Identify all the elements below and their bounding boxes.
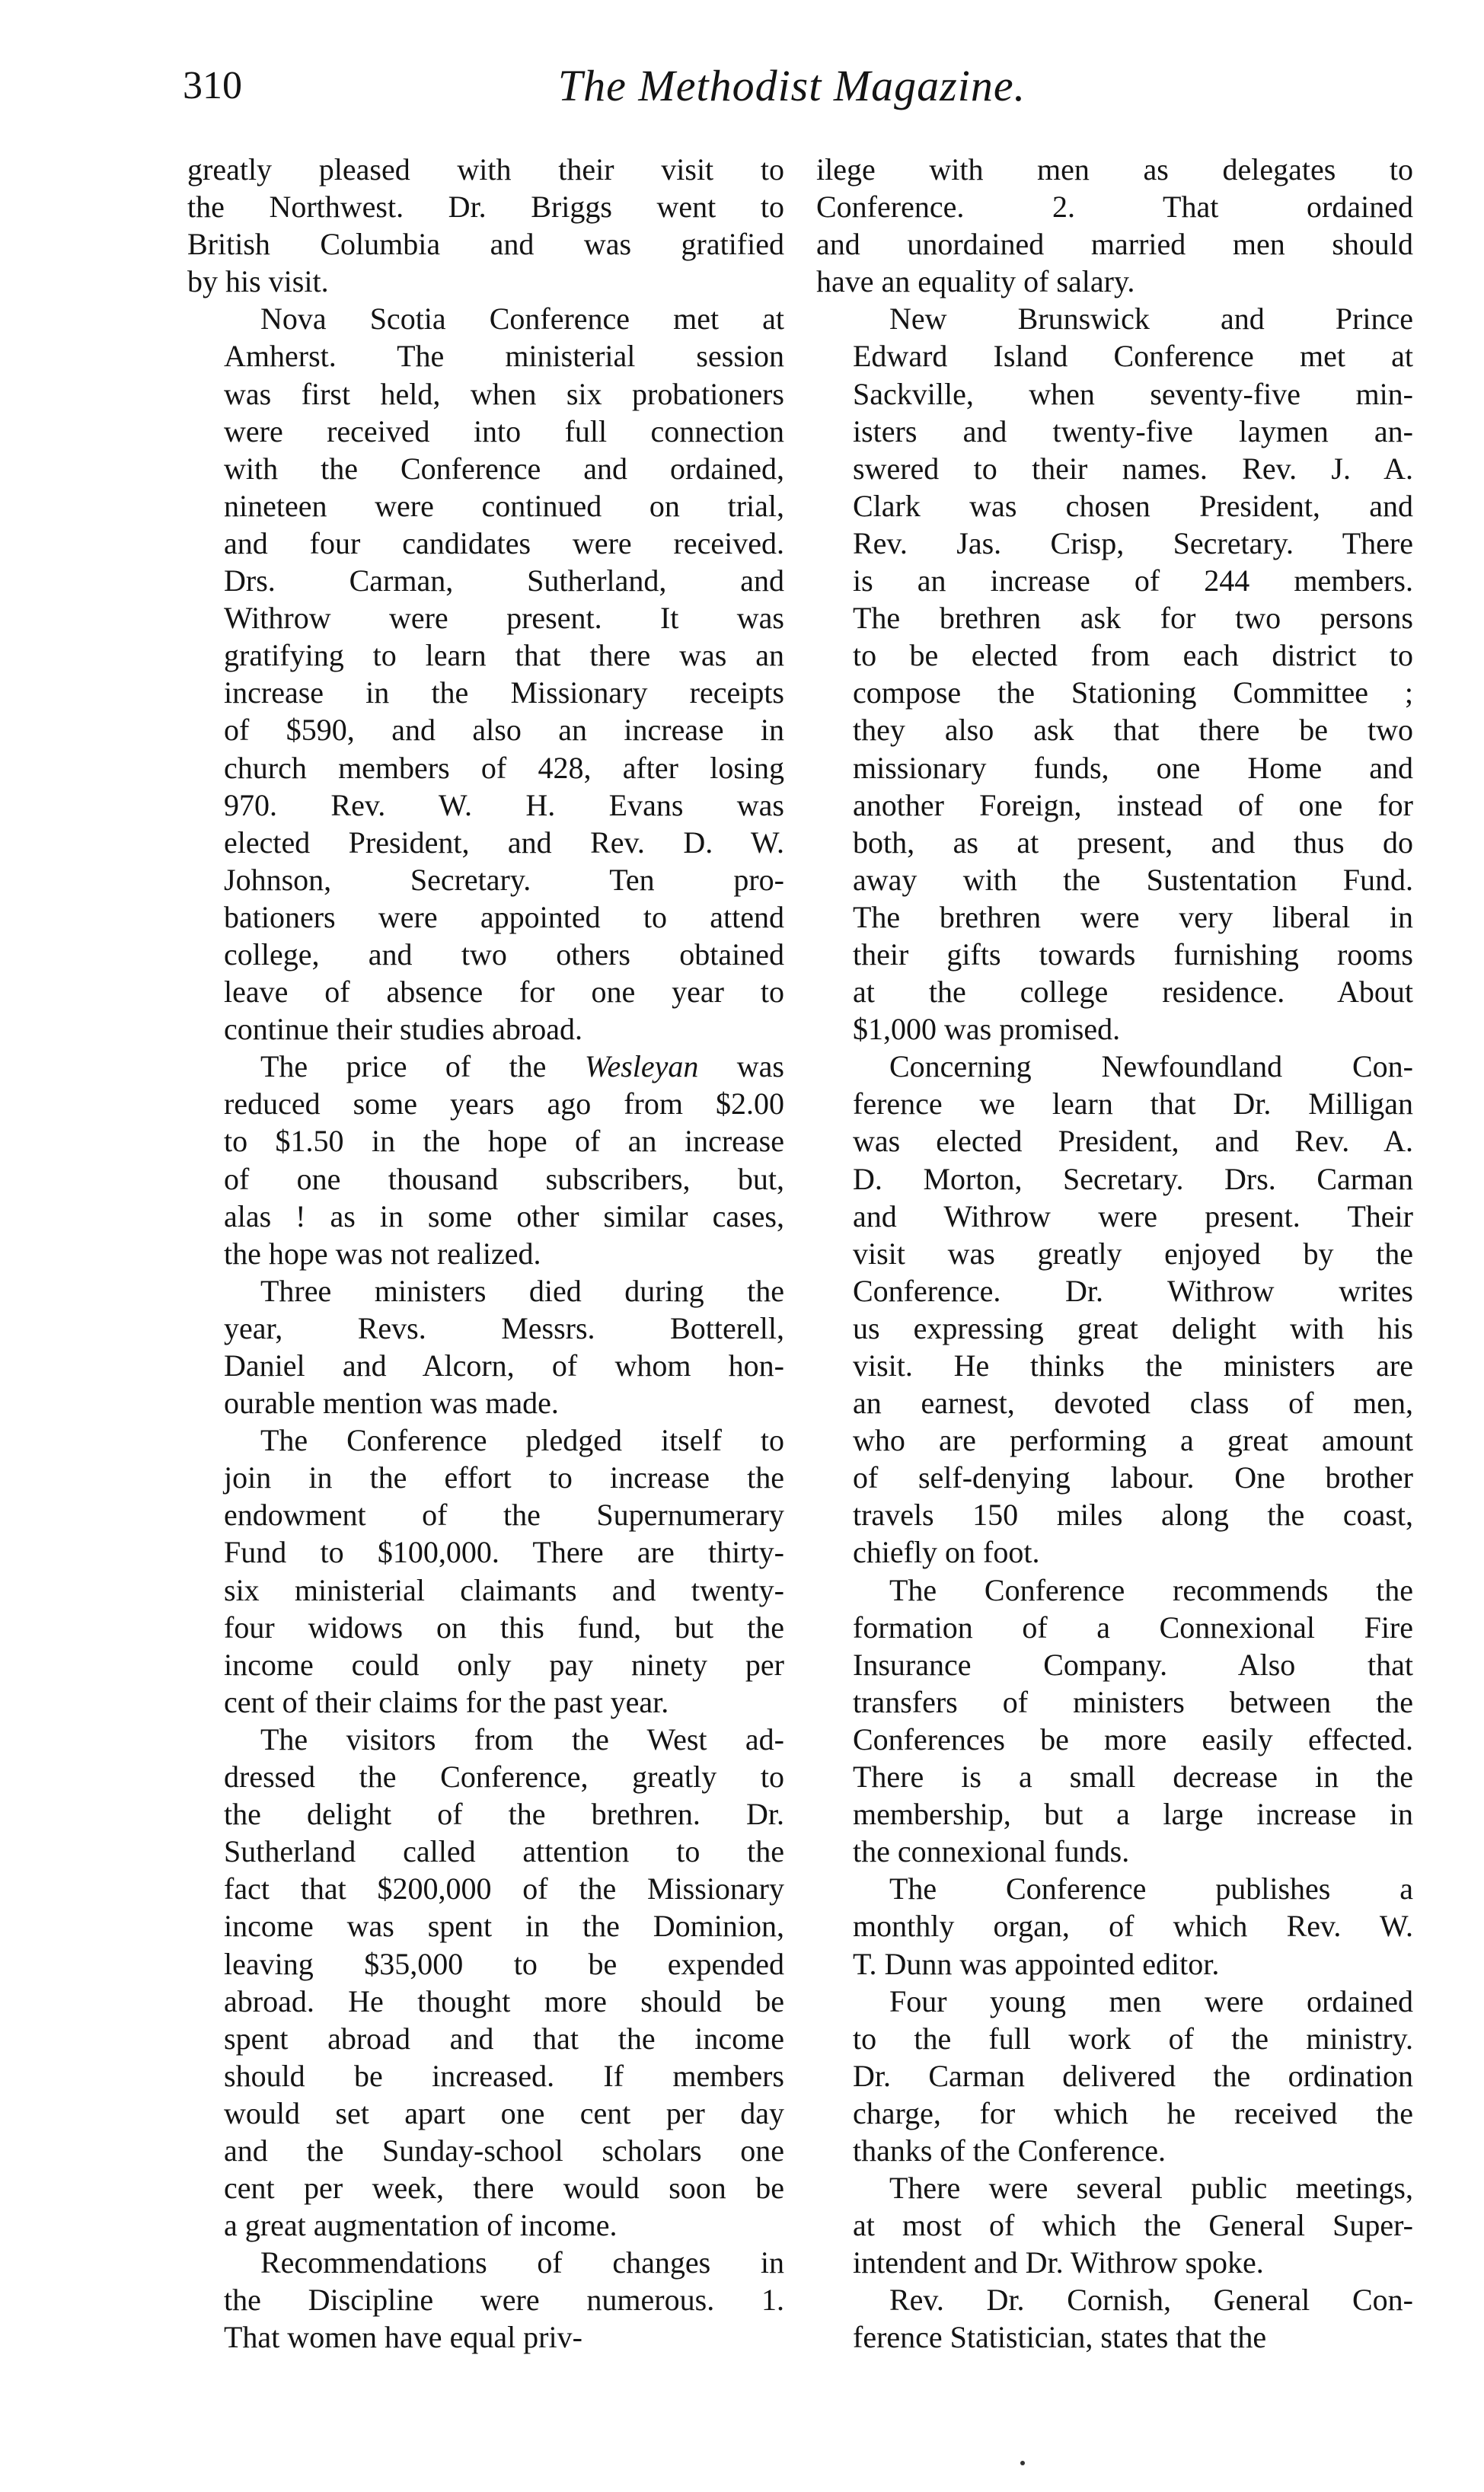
text-line: increase in the Missionary receipts [224, 675, 784, 710]
text-line: to the full work of the ministry. [853, 2021, 1413, 2056]
text-line: the connexional funds. [853, 1834, 1130, 1869]
text-line: of self-denying labour. One brother [853, 1460, 1413, 1495]
text-line: nineteen were continued on trial, [224, 488, 784, 523]
text-line: dressed the Conference, greatly to [224, 1760, 784, 1795]
text-line: was first held, when six probationers [224, 376, 784, 411]
text-line: us expressing great delight with his [853, 1310, 1413, 1345]
left-column [187, 151, 784, 2356]
text-line: Amherst. The ministerial session [224, 339, 784, 374]
text-line: T. Dunn was appointed editor. [853, 1946, 1220, 1981]
text-line: of $590, and also an increase in [224, 713, 784, 748]
text-line: $1,000 was promised. [853, 1012, 1121, 1047]
paragraph [816, 300, 1413, 1048]
text-line: There were several public meetings, [889, 2171, 1413, 2206]
text-line: spent abroad and that the income [224, 2021, 784, 2056]
text-line: Edward Island Conference met at [853, 339, 1413, 374]
text-line: were received into full connection [224, 413, 784, 448]
text-line: membership, but a large increase in [853, 1797, 1413, 1832]
paragraph [187, 1272, 784, 1421]
text-line: by his visit. [187, 264, 329, 299]
text-line: chiefly on foot. [853, 1535, 1040, 1570]
text-line: cent per week, there would soon be [224, 2171, 784, 2206]
text-line: Sutherland called attention to the [224, 1834, 784, 1869]
text-line: cent of their claims for the past year. [224, 1684, 669, 1719]
text-line: Recommendations of changes in [260, 2245, 784, 2280]
text-line: who are performing a great amount [853, 1423, 1413, 1458]
text-line: a great augmentation of income. [224, 2208, 618, 2243]
text-line: The visitors from the West ad- [260, 1721, 784, 1757]
text-line: they also ask that there be two [853, 713, 1413, 748]
text-line: charge, for which he received the [853, 2095, 1413, 2130]
text-line: continue their studies abroad. [224, 1012, 582, 1047]
text-line: year, Revs. Messrs. Botterell, [224, 1310, 784, 1345]
text-line: college, and two others obtained [224, 936, 784, 972]
right-column [816, 151, 1413, 2356]
text-line: Conference. Dr. Withrow writes [853, 1273, 1413, 1308]
text-line: swered to their names. Rev. J. A. [853, 451, 1413, 486]
text-line: is an increase of 244 members. [853, 563, 1413, 598]
text-line: Fund to $100,000. There are thirty- [224, 1535, 784, 1570]
text-line: to $1.50 in the hope of an increase [224, 1124, 784, 1159]
text-line: Nova Scotia Conference met at [260, 302, 784, 337]
page-header [183, 59, 1401, 120]
text-line: ilege with men as delegates to [816, 152, 1413, 187]
paragraph [816, 1870, 1413, 1982]
text-line: with the Conference and ordained, [224, 451, 784, 486]
text-line: Rev. Dr. Cornish, General Con- [889, 2283, 1413, 2318]
text-line: and the Sunday-school scholars one [224, 2133, 784, 2168]
text-line: The brethren were very liberal in [853, 899, 1413, 934]
text-line: There is a small decrease in the [853, 1760, 1413, 1795]
paragraph [187, 2244, 784, 2356]
text-line: an earnest, devoted class of men, [853, 1386, 1413, 1421]
text-line: and Withrow were present. Their [853, 1198, 1413, 1233]
text-line: ference we learn that Dr. Milligan [853, 1086, 1413, 1122]
paragraph [187, 1421, 784, 1721]
text-line: transfers of ministers between the [853, 1684, 1413, 1719]
text-line: and unordained married men should [816, 227, 1413, 262]
text-line: the delight of the brethren. Dr. [224, 1797, 784, 1832]
running-title: The Methodist Magazine. [557, 61, 1026, 110]
text-line: The Conference recommends the [889, 1572, 1413, 1607]
text-line: have an equality of salary. [816, 264, 1135, 299]
text-line: The brethren ask for two persons [853, 601, 1413, 636]
text-line: Withrow were present. It was [224, 601, 784, 636]
text-line: Rev. Jas. Crisp, Secretary. There [853, 525, 1413, 560]
text-line: ourable mention was made. [224, 1386, 559, 1421]
paragraph [187, 151, 784, 300]
text-line: greatly pleased with their visit to [187, 152, 784, 187]
text-line: income was spent in the Dominion, [224, 1909, 784, 1944]
text-line: New Brunswick and Prince [889, 302, 1413, 337]
text-line: leave of absence for one year to [224, 975, 784, 1010]
text-line: Dr. Carman delivered the ordination [853, 2058, 1413, 2093]
text-line: 970. Rev. W. H. Evans was [224, 787, 784, 822]
text-line: The Conference publishes a [889, 1871, 1413, 1906]
text-line: the Northwest. Dr. Briggs went to [187, 190, 784, 225]
text-line: the Discipline were numerous. 1. [224, 2283, 784, 2318]
paragraph [816, 2169, 1413, 2281]
text-line: Johnson, Secretary. Ten pro- [224, 862, 784, 897]
paragraph [816, 2281, 1413, 2356]
text-line: would set apart one cent per day [224, 2095, 784, 2130]
text-line: should be increased. If members [224, 2058, 784, 2093]
text-line: That women have equal priv- [224, 2320, 582, 2355]
footer-dot [1020, 2461, 1025, 2465]
text-line: fact that $200,000 of the Missionary [224, 1871, 784, 1906]
text-line: missionary funds, one Home and [853, 750, 1413, 785]
text-line: join in the effort to increase the [224, 1460, 784, 1495]
text-line: reduced some years ago from $2.00 [224, 1086, 784, 1122]
text-line: leaving $35,000 to be expended [224, 1946, 784, 1981]
text-line: of one thousand subscribers, but, [224, 1161, 784, 1196]
text-line: Insurance Company. Also that [853, 1647, 1413, 1682]
text-line: The price of the Wesleyan was [260, 1049, 784, 1084]
text-line: formation of a Connexional Fire [853, 1610, 1413, 1645]
text-line: Daniel and Alcorn, of whom hon- [224, 1348, 784, 1383]
text-line: British Columbia and was gratified [187, 227, 784, 262]
text-line: church members of 428, after losing [224, 750, 784, 785]
text-line: isters and twenty-five laymen an- [853, 413, 1413, 448]
text-line: Clark was chosen President, and [853, 488, 1413, 523]
page-number: 310 [183, 64, 242, 107]
text-line: visit was greatly enjoyed by the [853, 1236, 1413, 1271]
text-line: abroad. He thought more should be [224, 1983, 784, 2018]
text-line: compose the Stationing Committee ; [853, 675, 1413, 710]
text-line: another Foreign, instead of one for [853, 787, 1413, 822]
text-line: travels 150 miles along the coast, [853, 1498, 1413, 1533]
text-line: D. Morton, Secretary. Drs. Carman [853, 1161, 1413, 1196]
paragraph [816, 1983, 1413, 2169]
text-line: four widows on this fund, but the [224, 1610, 784, 1645]
text-line: income could only pay ninety per [224, 1647, 784, 1682]
text-line: visit. He thinks the ministers are [853, 1348, 1413, 1383]
text-line: six ministerial claimants and twenty- [224, 1572, 784, 1607]
text-line: Conference. 2. That ordained [816, 190, 1413, 225]
paragraph [187, 1721, 784, 2244]
text-line: to be elected from each district to [853, 638, 1413, 673]
paragraph [187, 300, 784, 1048]
text-line: The Conference pledged itself to [260, 1423, 784, 1458]
text-line: intendent and Dr. Withrow spoke. [853, 2245, 1264, 2280]
paragraph [816, 1048, 1413, 1571]
text-line: Sackville, when seventy-five min- [853, 376, 1413, 411]
text-line: away with the Sustentation Fund. [853, 862, 1413, 897]
text-line: monthly organ, of which Rev. W. [853, 1909, 1413, 1944]
text-line: and four candidates were received. [224, 525, 784, 560]
text-line: Three ministers died during the [260, 1273, 784, 1308]
text-line: the hope was not realized. [224, 1236, 541, 1271]
text-line: was elected President, and Rev. A. [853, 1124, 1413, 1159]
text-line: alas ! as in some other similar cases, [224, 1198, 784, 1233]
text-line: elected President, and Rev. D. W. [224, 825, 784, 860]
text-line: Conferences be more easily effected. [853, 1721, 1413, 1757]
text-line: Drs. Carman, Sutherland, and [224, 563, 784, 598]
text-line: ference Statistician, states that the [853, 2320, 1267, 2355]
text-line: both, as at present, and thus do [853, 825, 1413, 860]
text-line: thanks of the Conference. [853, 2133, 1166, 2168]
paragraph [816, 151, 1413, 300]
text-line: Concerning Newfoundland Con- [889, 1049, 1413, 1084]
text-line: at most of which the General Super- [853, 2208, 1413, 2243]
text-line: endowment of the Supernumerary [224, 1498, 784, 1533]
text-line: at the college residence. About [853, 975, 1413, 1010]
text-line: their gifts towards furnishing rooms [853, 936, 1413, 972]
paragraph [816, 1571, 1413, 1871]
text-line: gratifying to learn that there was an [224, 638, 784, 673]
paragraph [187, 1048, 784, 1272]
text-line: Four young men were ordained [889, 1983, 1413, 2018]
text-line: bationers were appointed to attend [224, 899, 784, 934]
